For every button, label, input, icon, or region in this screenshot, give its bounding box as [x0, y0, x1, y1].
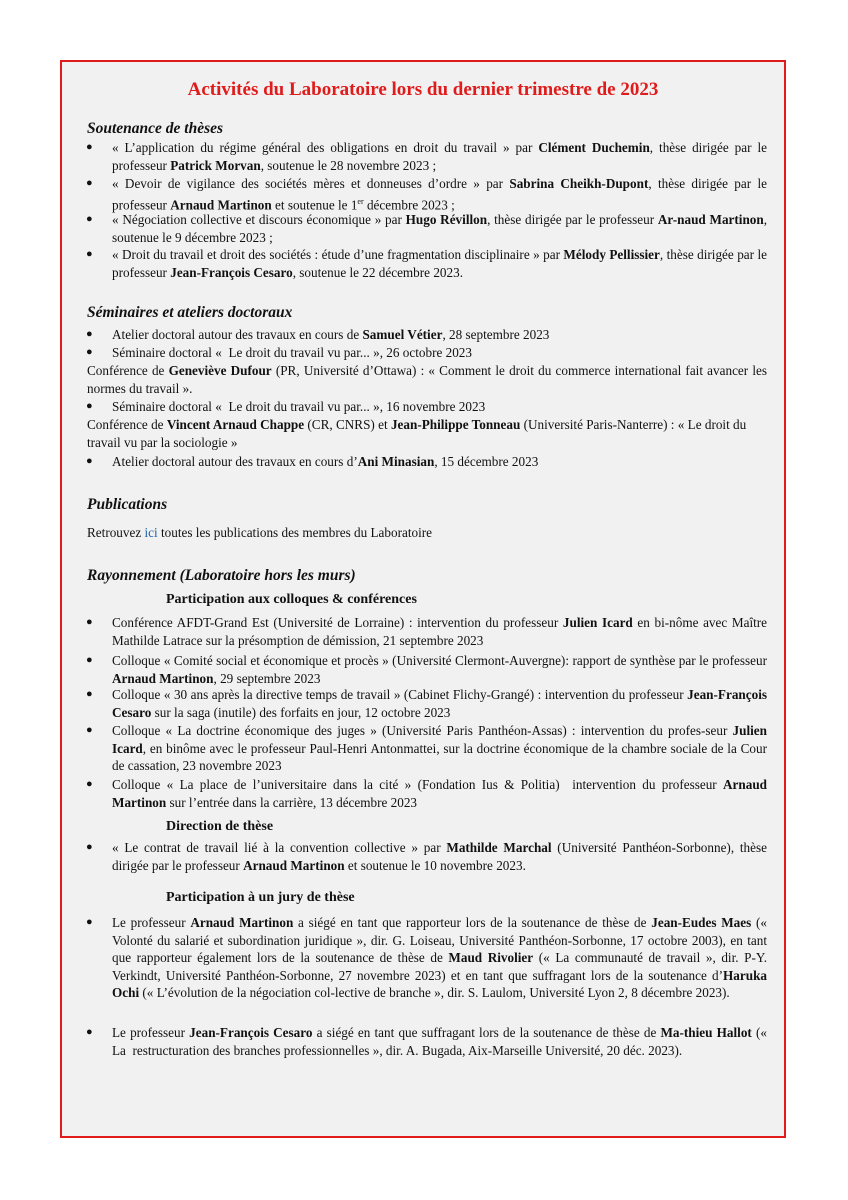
section-heading-publications: Publications: [87, 496, 168, 513]
subsection-heading-colloques: Participation aux colloques & conférences: [166, 592, 417, 607]
list-item: ● Atelier doctoral autour des travaux en cours de Samuel Vétier, 28 septembre 2023: [86, 327, 550, 342]
list-item: ● Séminaire doctoral « Le droit du travail vu par... », 26 octobre 2023: [86, 345, 472, 360]
list-item: ● Colloque « La place de l’universitaire dans la cité » (Fondation Ius & Politia) intervention du professeur Arnaud Martinon sur l’entrée dans la carrière, 13 décembre 2023: [86, 777, 767, 810]
bullet-icon: ●: [86, 654, 93, 666]
bullet-icon: ●: [86, 141, 93, 153]
bullet-icon: ●: [86, 1026, 93, 1038]
list-item: ● « L’application du régime général des obligations en droit du travail » par Clément Duchemin, thèse dirigée par le professeur Patrick Morvan, soutenue le 28 novembre 2023 ;: [86, 140, 767, 173]
publications-link[interactable]: ici: [144, 525, 158, 540]
paragraph: Conférence de Vincent Arnaud Chappe (CR, CNRS) et Jean-Philippe Tonneau (Université Paris-Nanterre) : « Le droit du travail vu par la sociologie »: [87, 417, 747, 450]
list-item: ● « Devoir de vigilance des sociétés mères et donneuses d’ordre » par Sabrina Cheikh-Dupont, thèse dirigée par le professeur Arnaud Martinon et soutenue le 1er décembre 2023 ;: [86, 176, 767, 212]
bullet-icon: ●: [86, 213, 93, 225]
list-item: ● « Le contrat de travail lié à la convention collective » par Mathilde Marchal (Université Panthéon-Sorbonne), thèse dirigée par le professeur Arnaud Martinon et soutenue le 10 novembre 2023.: [86, 840, 767, 873]
publications-text: Retrouvez ici toutes les publications des membres du Laboratoire: [87, 525, 432, 540]
list-item: ● Conférence AFDT-Grand Est (Université de Lorraine) : intervention du professeur Julien Icard en bi-nôme avec Maître Mathilde Latrace sur la présomption de démission, 21 septembre 2023: [86, 615, 768, 648]
bullet-icon: ●: [86, 724, 93, 736]
section-heading-rayonnement: Rayonnement (Laboratoire hors les murs): [87, 567, 356, 584]
page-title: Activités du Laboratoire lors du dernier trimestre de 2023: [187, 79, 659, 100]
subsection-heading-direction: Direction de thèse: [166, 819, 274, 834]
list-item: ● Colloque « La doctrine économique des juges » (Université Paris Panthéon-Assas) : intervention du profes-seur Julien Icard, en binôme avec le professeur Paul-Henri Antonmattei, sur la doctrine économique de la chambre sociale de la Cour de cassation, 23 novembre 2023: [86, 723, 767, 773]
bullet-icon: ●: [86, 455, 93, 467]
bullet-icon: ●: [86, 400, 93, 412]
bullet-icon: ●: [86, 177, 93, 189]
subsection-heading-jury: Participation à un jury de thèse: [166, 890, 355, 905]
bullet-icon: ●: [86, 328, 93, 340]
list-item: ● Le professeur Arnaud Martinon a siégé en tant que rapporteur lors de la soutenance de thèse de Jean-Eudes Maes (« Volonté du salarié et subordination juridique », dir. G. Loiseau, Université Panthéon-Sorbonne, 17 octobre 2003), en tant que rapporteur également lors de la soutenance de thèse de Maud Rivolier (« La communauté de travail », dir. P-Y. Verkindt, Université Panthéon-Sorbonne, 27 novembre 2023) et en tant que suffragant lors de la soutenance d’Haruka Ochi (« L’évolution de la négociation col-lective de branche », dir. S. Laulom, Université Lyon 2, 8 décembre 2023).: [86, 915, 767, 1000]
bullet-icon: ●: [86, 841, 93, 853]
bullet-icon: ●: [86, 248, 93, 260]
list-item: ● Atelier doctoral autour des travaux en cours d’Ani Minasian, 15 décembre 2023: [86, 454, 539, 469]
section-heading-soutenance: Soutenance de thèses: [87, 120, 224, 137]
bullet-icon: ●: [86, 688, 93, 700]
list-item: ● Colloque « 30 ans après la directive temps de travail » (Cabinet Flichy-Grangé) : intervention du professeur Jean-François Cesaro sur la saga (inutile) des forfaits en jour, 12 octobre 2023: [86, 687, 767, 720]
bullet-icon: ●: [86, 916, 93, 928]
list-item: ● Colloque « Comité social et économique et procès » (Université Clermont-Auvergne): rapport de synthèse par le professeur Arnaud Martinon, 29 septembre 2023: [86, 653, 767, 686]
list-item: ● « Droit du travail et droit des sociétés : étude d’une fragmentation disciplinaire » par Mélody Pellissier, thèse dirigée par le professeur Jean-François Cesaro, soutenue le 22 décembre 2023.: [86, 247, 767, 280]
list-item: ● Le professeur Jean-François Cesaro a siégé en tant que suffragant lors de la soutenance de thèse de Ma-thieu Hallot (« La restructuration des branches professionnelles », dir. A. Bugada, Aix-Marseille Université, 20 déc. 2023).: [86, 1025, 767, 1058]
bullet-icon: ●: [86, 346, 93, 358]
section-heading-seminaires: Séminaires et ateliers doctoraux: [87, 304, 293, 321]
paragraph: Conférence de Geneviève Dufour (PR, Université d’Ottawa) : « Comment le droit du commerce international fait avancer les normes du travail ».: [87, 363, 767, 396]
document-frame: [60, 60, 786, 1138]
bullet-icon: ●: [86, 778, 93, 790]
list-item: ● « Négociation collective et discours économique » par Hugo Révillon, thèse dirigée par le professeur Ar-naud Martinon, soutenue le 9 décembre 2023 ;: [86, 212, 768, 245]
list-item: ● Séminaire doctoral « Le droit du travail vu par... », 16 novembre 2023: [86, 399, 486, 414]
bullet-icon: ●: [86, 616, 93, 628]
